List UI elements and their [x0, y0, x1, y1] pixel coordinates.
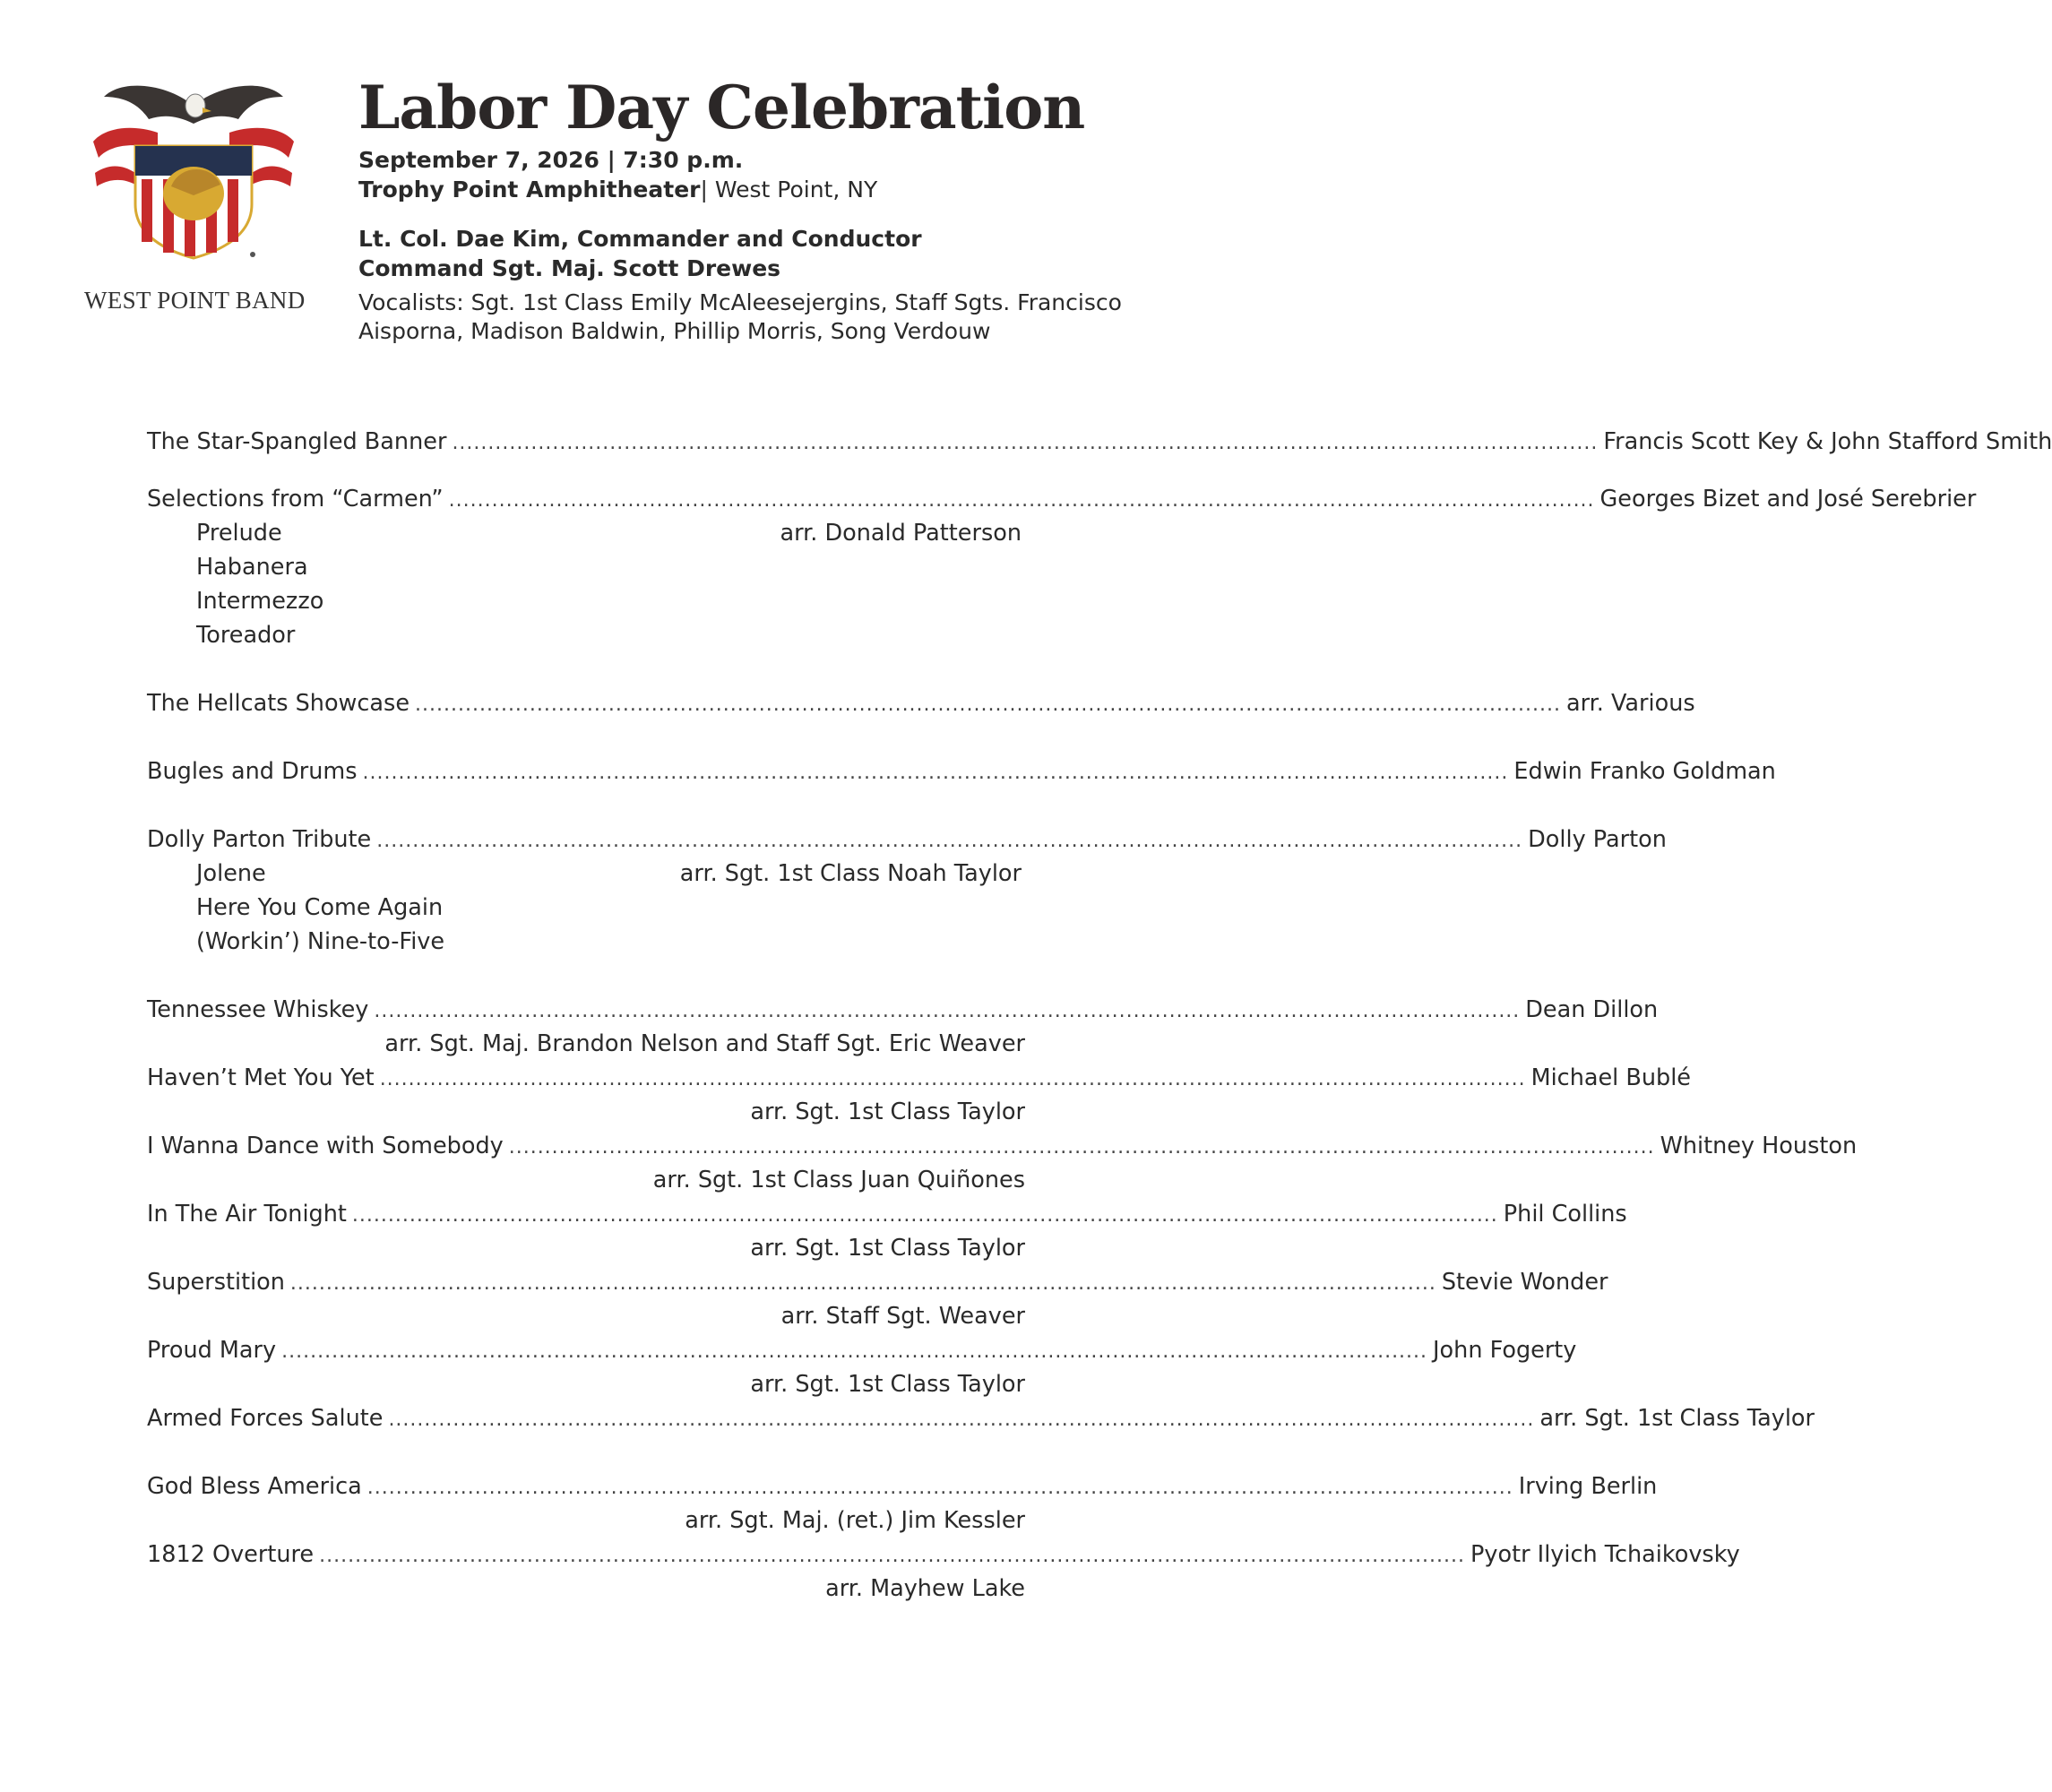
piece-credit: Whitney Houston [1660, 1133, 1858, 1159]
movement-row [147, 584, 1025, 618]
program-list [147, 425, 2052, 1606]
arranger: arr. Sgt. 1st Class Juan Quiñones [652, 1167, 1025, 1193]
leader-dots: ................................................................................................................................................................ [351, 1204, 1498, 1227]
piece-title: God Bless America [147, 1473, 362, 1500]
vocalists [358, 289, 1129, 346]
header [358, 73, 1129, 346]
piece-title: The Hellcats Showcase [147, 690, 410, 717]
piece-title: Selections from “Carmen” [147, 486, 444, 513]
leader-dots: ................................................................................................................................................................ [319, 1545, 1466, 1567]
piece-title: In The Air Tonight [147, 1201, 347, 1228]
program-item [147, 754, 1776, 788]
piece-credit: Michael Bublé [1530, 1064, 1691, 1091]
west-point-crest-icon [86, 79, 301, 258]
program-item [147, 1061, 1691, 1095]
movement: Prelude [196, 520, 282, 547]
leader-dots: ................................................................................................................................................................ [379, 1068, 1526, 1090]
movement: (Workin’) Nine-to-Five [196, 928, 445, 955]
leader-dots: ................................................................................................................................................................ [388, 1409, 1535, 1431]
piece-credit: arr. Sgt. 1st Class Taylor [1539, 1405, 1815, 1432]
arranger: arr. Sgt. Maj. (ret.) Jim Kessler [685, 1507, 1025, 1534]
piece-title: Tennessee Whiskey [147, 996, 369, 1023]
movement-row [147, 925, 1025, 959]
piece-credit: Dean Dillon [1525, 996, 1659, 1023]
program-item [147, 1333, 1577, 1367]
piece-credit: Stevie Wonder [1441, 1269, 1608, 1296]
piece-credit: arr. Various [1565, 690, 1695, 717]
arranger: arr. Staff Sgt. Weaver [780, 1303, 1025, 1330]
program-item [147, 1265, 1608, 1299]
leader-dots: ................................................................................................................................................................ [374, 1000, 1521, 1022]
date-time: September 7, 2026 | 7:30 p.m. [358, 147, 744, 173]
arranger: arr. Mayhew Lake [825, 1575, 1025, 1602]
arranger: arr. Sgt. 1st Class Taylor [750, 1098, 1025, 1125]
leader-dots: ................................................................................................................................................................ [362, 762, 1509, 784]
location: | West Point, NY [700, 177, 878, 202]
piece-credit: Georges Bizet and José Serebrier [1599, 486, 1977, 513]
sergeant-major: Command Sgt. Maj. Scott Drewes [358, 255, 781, 281]
vocalists-line-2: Aisporna, Madison Baldwin, Phillip Morris, Song Verdouw [358, 318, 991, 344]
program-item [147, 1469, 1658, 1503]
leader-dots: ................................................................................................................................................................ [452, 432, 1599, 454]
piece-title: The Star-Spangled Banner [147, 428, 447, 455]
program-item [147, 1197, 1627, 1231]
movement-row [147, 857, 1025, 891]
leader-dots: ................................................................................................................................................................ [508, 1136, 1655, 1159]
program-item [147, 686, 1695, 720]
piece-credit: Irving Berlin [1518, 1473, 1658, 1500]
piece-title: Dolly Parton Tribute [147, 826, 372, 853]
movement: Toreador [196, 622, 296, 649]
movement-row [147, 891, 1025, 925]
venue-line [358, 175, 1129, 204]
piece-credit: John Fogerty [1433, 1337, 1577, 1364]
arranger: arr. Donald Patterson [780, 520, 1022, 547]
program-item [147, 823, 1667, 857]
piece-title: Haven’t Met You Yet [147, 1064, 375, 1091]
movement: Jolene [196, 860, 266, 887]
leader-dots: ................................................................................................................................................................ [366, 1477, 1513, 1499]
piece-title: 1812 Overture [147, 1541, 315, 1568]
movement-row [147, 516, 1025, 550]
leader-dots: ................................................................................................................................................................ [289, 1272, 1436, 1295]
leader-dots: ................................................................................................................................................................ [376, 830, 1523, 852]
venue: Trophy Point Amphitheater [358, 177, 701, 202]
page-title: Labor Day Celebration [358, 73, 1085, 142]
piece-credit: Francis Scott Key & John Stafford Smith [1603, 428, 2052, 455]
movement: Habanera [196, 554, 308, 581]
piece-title: Proud Mary [147, 1337, 277, 1364]
leader-dots: ................................................................................................................................................................ [281, 1340, 1428, 1363]
program-item [147, 1401, 1815, 1435]
arranger: arr. Sgt. 1st Class Taylor [750, 1371, 1025, 1398]
piece-credit: Phil Collins [1503, 1201, 1627, 1228]
band-name: WEST POINT BAND [84, 287, 306, 314]
leader-dots: ................................................................................................................................................................ [448, 489, 1595, 512]
movement-row [147, 550, 1025, 584]
program-item [147, 482, 1977, 516]
movement: Here You Come Again [196, 894, 444, 921]
leader-dots: ................................................................................................................................................................ [415, 694, 1561, 716]
program-item [147, 1538, 1740, 1572]
arranger: arr. Sgt. 1st Class Taylor [750, 1235, 1025, 1262]
program-item [147, 425, 2052, 459]
piece-title: Armed Forces Salute [147, 1405, 384, 1432]
commander: Lt. Col. Dae Kim, Commander and Conductor [358, 226, 922, 252]
movement: Intermezzo [196, 588, 324, 615]
program-item [147, 993, 1659, 1027]
piece-title: Superstition [147, 1269, 285, 1296]
arranger: arr. Sgt. Maj. Brandon Nelson and Staff Sgt. Eric Weaver [384, 1030, 1025, 1057]
piece-credit: Pyotr Ilyich Tchaikovsky [1470, 1541, 1740, 1568]
program-item [147, 1129, 1858, 1163]
piece-credit: Edwin Franko Goldman [1513, 758, 1776, 785]
piece-title: I Wanna Dance with Somebody [147, 1133, 504, 1159]
vocalists-line-1: Vocalists: Sgt. 1st Class Emily McAleesejergins, Staff Sgts. Francisco [358, 289, 1122, 315]
movement-row [147, 618, 1025, 652]
piece-title: Bugles and Drums [147, 758, 358, 785]
piece-credit: Dolly Parton [1528, 826, 1667, 853]
arranger: arr. Sgt. 1st Class Noah Taylor [679, 860, 1022, 887]
